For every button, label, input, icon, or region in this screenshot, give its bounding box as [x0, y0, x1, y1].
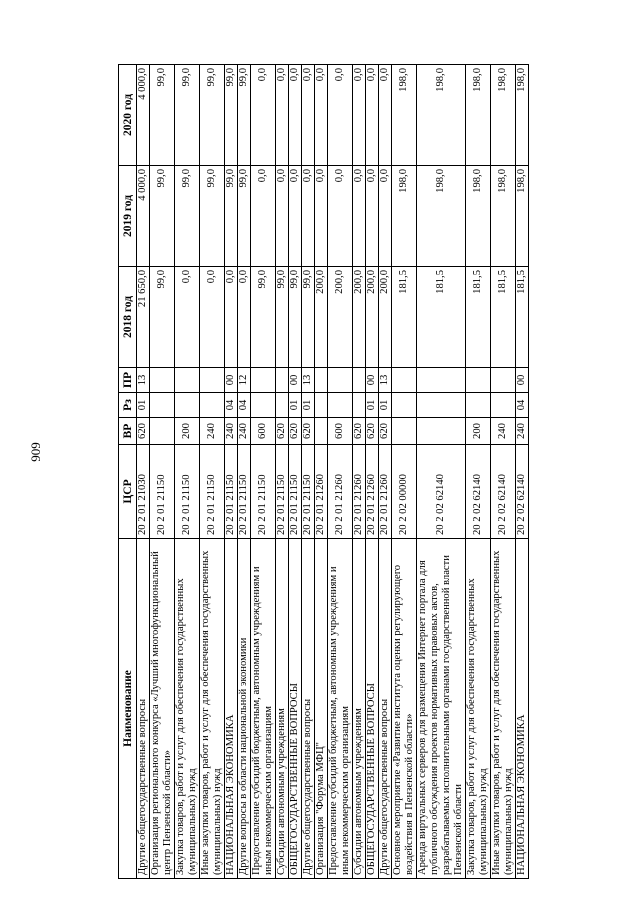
cell-name: Другие общегосударственные вопросы — [379, 539, 392, 879]
cell-2020: 99,0 — [238, 65, 251, 166]
cell-2020: 198,0 — [516, 65, 529, 166]
cell-vr: 240 — [225, 418, 238, 445]
cell-csr: 20 2 01 21150 — [289, 445, 302, 539]
cell-2018: 200,0 — [366, 267, 379, 368]
cell-pr — [315, 368, 328, 393]
cell-2019: 0,0 — [328, 166, 353, 267]
cell-rz — [175, 393, 200, 418]
cell-csr: 20 2 02 62140 — [491, 445, 516, 539]
page-number: 909 — [28, 442, 43, 462]
cell-2018: 181,5 — [466, 267, 491, 368]
cell-pr: 13 — [137, 368, 150, 393]
cell-vr: 620 — [353, 418, 366, 445]
cell-2019: 0,0 — [379, 166, 392, 267]
cell-rz — [328, 393, 353, 418]
cell-2018: 181,5 — [491, 267, 516, 368]
table-row — [150, 65, 175, 879]
cell-rz — [392, 393, 417, 418]
table-row — [276, 65, 289, 879]
table-header-row — [119, 65, 137, 879]
cell-2020: 0,0 — [328, 65, 353, 166]
cell-pr — [150, 368, 175, 393]
cell-csr: 20 2 01 21150 — [302, 445, 315, 539]
cell-vr: 600 — [251, 418, 276, 445]
cell-name: Предоставление субсидий бюджетным, автономным учреждениям и иным некоммерческим организациям — [251, 539, 276, 879]
cell-vr: 620 — [379, 418, 392, 445]
cell-vr: 200 — [175, 418, 200, 445]
cell-2018: 0,0 — [175, 267, 200, 368]
cell-csr: 20 2 01 21030 — [137, 445, 150, 539]
header-2018: 2018 год — [119, 267, 137, 368]
cell-2019: 198,0 — [466, 166, 491, 267]
header-csr: ЦСР — [119, 445, 137, 539]
cell-2018: 181,5 — [392, 267, 417, 368]
cell-name: Организация регионального конкурса «Лучший многофункциональный центр Пензенской области» — [150, 539, 175, 879]
cell-vr — [315, 418, 328, 445]
cell-vr: 600 — [328, 418, 353, 445]
table-row — [328, 65, 353, 879]
header-vr: ВР — [119, 418, 137, 445]
cell-2018: 0,0 — [225, 267, 238, 368]
table-row — [200, 65, 225, 879]
cell-vr — [392, 418, 417, 445]
cell-csr: 20 2 01 21150 — [150, 445, 175, 539]
cell-csr: 20 2 01 21260 — [353, 445, 366, 539]
cell-vr: 200 — [466, 418, 491, 445]
cell-rz: 01 — [366, 393, 379, 418]
cell-2019: 0,0 — [276, 166, 289, 267]
table-row — [366, 65, 379, 879]
cell-name: Закупка товаров, работ и услуг для обеспечения государственных (муниципальных) нужд — [466, 539, 491, 879]
cell-2019: 0,0 — [366, 166, 379, 267]
cell-pr: 00 — [289, 368, 302, 393]
cell-2018: 181,5 — [516, 267, 529, 368]
cell-2019: 198,0 — [516, 166, 529, 267]
cell-2020: 198,0 — [491, 65, 516, 166]
cell-name: Организация "Форума МФЦ" — [315, 539, 328, 879]
cell-vr — [417, 418, 466, 445]
table-row — [491, 65, 516, 879]
cell-vr: 240 — [238, 418, 251, 445]
cell-2019: 99,0 — [175, 166, 200, 267]
cell-vr: 240 — [516, 418, 529, 445]
cell-2020: 99,0 — [200, 65, 225, 166]
cell-2020: 0,0 — [251, 65, 276, 166]
cell-2018: 200,0 — [379, 267, 392, 368]
cell-2020: 99,0 — [225, 65, 238, 166]
cell-2018: 200,0 — [315, 267, 328, 368]
cell-csr: 20 2 02 00000 — [392, 445, 417, 539]
budget-table — [118, 64, 529, 879]
cell-2019: 198,0 — [417, 166, 466, 267]
cell-pr: 00 — [516, 368, 529, 393]
cell-name: Субсидии автономным учреждениям — [353, 539, 366, 879]
cell-2019: 99,0 — [150, 166, 175, 267]
cell-pr: 13 — [379, 368, 392, 393]
cell-pr — [328, 368, 353, 393]
table-row — [175, 65, 200, 879]
cell-2020: 198,0 — [417, 65, 466, 166]
cell-rz — [315, 393, 328, 418]
cell-pr — [392, 368, 417, 393]
cell-2019: 99,0 — [238, 166, 251, 267]
cell-2020: 198,0 — [392, 65, 417, 166]
cell-rz — [276, 393, 289, 418]
cell-2019: 198,0 — [491, 166, 516, 267]
cell-rz — [251, 393, 276, 418]
cell-2020: 0,0 — [302, 65, 315, 166]
cell-2020: 4 000,0 — [137, 65, 150, 166]
cell-vr — [150, 418, 175, 445]
cell-name: Аренда виртуальных серверов для размещения Интернет портала для публичного обсуждения проектов нормативных правовых актов, разрабатываемых исполнительными органами государственной власти Пензенской области — [417, 539, 466, 879]
table-row — [516, 65, 529, 879]
table-row — [225, 65, 238, 879]
table-row — [379, 65, 392, 879]
budget-table-rotated — [118, 65, 586, 879]
cell-pr: 00 — [366, 368, 379, 393]
table-row — [137, 65, 150, 879]
cell-2020: 0,0 — [353, 65, 366, 166]
cell-name: НАЦИОНАЛЬНАЯ ЭКОНОМИКА — [516, 539, 529, 879]
cell-vr: 620 — [276, 418, 289, 445]
cell-pr — [251, 368, 276, 393]
cell-rz: 01 — [302, 393, 315, 418]
cell-pr — [353, 368, 366, 393]
cell-pr: 12 — [238, 368, 251, 393]
cell-name: НАЦИОНАЛЬНАЯ ЭКОНОМИКА — [225, 539, 238, 879]
cell-2019: 0,0 — [353, 166, 366, 267]
cell-2018: 99,0 — [251, 267, 276, 368]
cell-2020: 0,0 — [289, 65, 302, 166]
header-name: Наименование — [119, 539, 137, 879]
cell-pr — [200, 368, 225, 393]
cell-csr: 20 2 01 21150 — [251, 445, 276, 539]
cell-csr: 20 2 02 62140 — [516, 445, 529, 539]
cell-vr: 620 — [289, 418, 302, 445]
cell-name: Закупка товаров, работ и услуг для обеспечения государственных (муниципальных) нужд — [175, 539, 200, 879]
cell-csr: 20 2 01 21260 — [379, 445, 392, 539]
cell-csr: 20 2 02 62140 — [466, 445, 491, 539]
cell-pr: 13 — [302, 368, 315, 393]
cell-name: Основное мероприятие «Развитие института оценки регулирующего воздействия в Пензенской области» — [392, 539, 417, 879]
cell-rz: 04 — [238, 393, 251, 418]
cell-rz: 04 — [516, 393, 529, 418]
header-2019: 2019 год — [119, 166, 137, 267]
cell-2020: 0,0 — [379, 65, 392, 166]
cell-pr — [491, 368, 516, 393]
cell-2019: 198,0 — [392, 166, 417, 267]
cell-rz — [466, 393, 491, 418]
table-row — [302, 65, 315, 879]
header-pr: ПР — [119, 368, 137, 393]
header-rz: Рз — [119, 393, 137, 418]
cell-vr: 240 — [491, 418, 516, 445]
cell-2018: 0,0 — [200, 267, 225, 368]
table-row — [417, 65, 466, 879]
cell-2020: 198,0 — [466, 65, 491, 166]
cell-2019: 0,0 — [302, 166, 315, 267]
cell-2019: 0,0 — [289, 166, 302, 267]
cell-csr: 20 2 01 21150 — [175, 445, 200, 539]
cell-vr: 620 — [366, 418, 379, 445]
cell-name: Субсидии автономным учреждениям — [276, 539, 289, 879]
cell-2018: 181,5 — [417, 267, 466, 368]
cell-pr — [175, 368, 200, 393]
cell-2018: 200,0 — [353, 267, 366, 368]
cell-2019: 0,0 — [315, 166, 328, 267]
cell-pr — [466, 368, 491, 393]
cell-csr: 20 2 02 62140 — [417, 445, 466, 539]
cell-2018: 99,0 — [150, 267, 175, 368]
cell-rz — [353, 393, 366, 418]
cell-2018: 0,0 — [238, 267, 251, 368]
cell-name: Другие общегосударственные вопросы — [302, 539, 315, 879]
cell-pr — [276, 368, 289, 393]
cell-name: Иные закупки товаров, работ и услуг для обеспечения государственных (муниципальных) нужд — [200, 539, 225, 879]
cell-name: Другие вопросы в области национальной экономики — [238, 539, 251, 879]
table-row — [238, 65, 251, 879]
cell-rz: 01 — [137, 393, 150, 418]
cell-name: Другие общегосударственные вопросы — [137, 539, 150, 879]
cell-2018: 99,0 — [302, 267, 315, 368]
cell-rz — [491, 393, 516, 418]
cell-csr: 20 2 01 21150 — [225, 445, 238, 539]
table-row — [466, 65, 491, 879]
table-row — [315, 65, 328, 879]
cell-2020: 99,0 — [175, 65, 200, 166]
cell-2019: 99,0 — [200, 166, 225, 267]
cell-csr: 20 2 01 21260 — [366, 445, 379, 539]
cell-2020: 0,0 — [315, 65, 328, 166]
table-row — [353, 65, 366, 879]
table-row — [392, 65, 417, 879]
cell-2019: 4 000,0 — [137, 166, 150, 267]
cell-rz — [417, 393, 466, 418]
cell-2019: 99,0 — [225, 166, 238, 267]
cell-2020: 99,0 — [150, 65, 175, 166]
cell-name: ОБЩЕГОСУДАРСТВЕННЫЕ ВОПРОСЫ — [289, 539, 302, 879]
cell-csr: 20 2 01 21260 — [328, 445, 353, 539]
cell-csr: 20 2 01 21260 — [315, 445, 328, 539]
cell-2020: 0,0 — [366, 65, 379, 166]
table-row — [289, 65, 302, 879]
cell-rz — [150, 393, 175, 418]
cell-2018: 99,0 — [289, 267, 302, 368]
cell-csr: 20 2 01 21150 — [200, 445, 225, 539]
cell-pr: 00 — [225, 368, 238, 393]
cell-name: ОБЩЕГОСУДАРСТВЕННЫЕ ВОПРОСЫ — [366, 539, 379, 879]
cell-rz — [200, 393, 225, 418]
cell-2019: 0,0 — [251, 166, 276, 267]
cell-pr — [417, 368, 466, 393]
cell-2018: 21 650,0 — [137, 267, 150, 368]
cell-rz: 01 — [379, 393, 392, 418]
cell-vr: 620 — [302, 418, 315, 445]
cell-name: Иные закупки товаров, работ и услуг для обеспечения государственных (муниципальных) нужд — [491, 539, 516, 879]
cell-2018: 200,0 — [328, 267, 353, 368]
header-2020: 2020 год — [119, 65, 137, 166]
cell-vr: 240 — [200, 418, 225, 445]
cell-name: Предоставление субсидий бюджетным, автономным учреждениям и иным некоммерческим организациям — [328, 539, 353, 879]
cell-rz: 04 — [225, 393, 238, 418]
cell-rz: 01 — [289, 393, 302, 418]
cell-csr: 20 2 01 21150 — [276, 445, 289, 539]
cell-2020: 0,0 — [276, 65, 289, 166]
cell-vr: 620 — [137, 418, 150, 445]
table-row — [251, 65, 276, 879]
cell-2018: 99,0 — [276, 267, 289, 368]
cell-csr: 20 2 01 21150 — [238, 445, 251, 539]
